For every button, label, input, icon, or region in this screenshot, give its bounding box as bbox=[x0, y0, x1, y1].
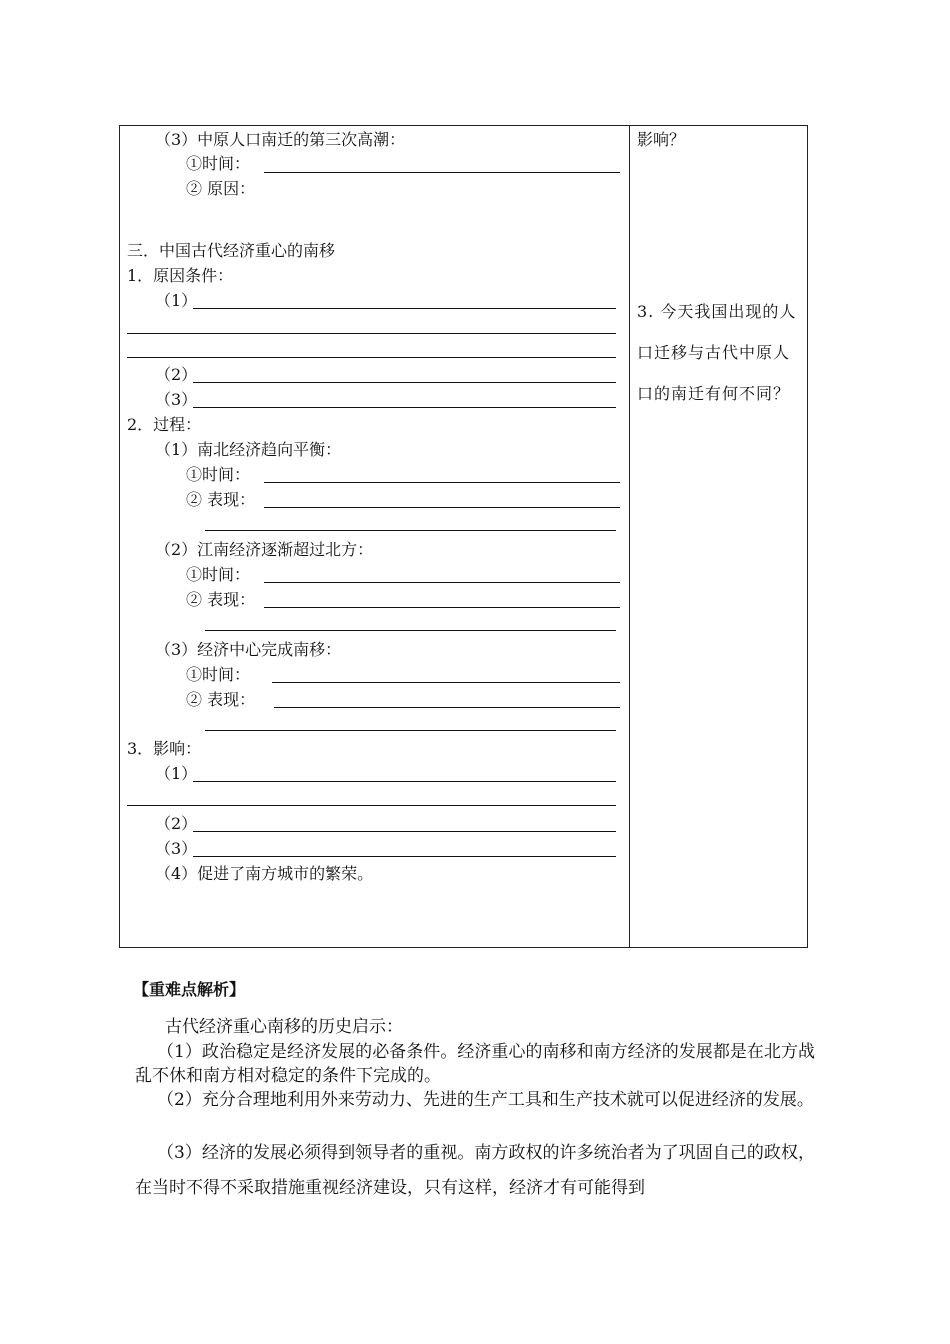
process-p2-time-blank[interactable] bbox=[264, 582, 620, 583]
wave3-heading: （3）中原人口南迁的第三次高潮： bbox=[155, 130, 406, 149]
section3-heading: 三．中国古代经济重心的南移 bbox=[127, 241, 336, 260]
process-p2-time-label: ①时间： bbox=[186, 565, 251, 584]
impact-heading: 3．影响： bbox=[127, 739, 202, 758]
cond-blank-2[interactable] bbox=[193, 382, 616, 383]
cond-blank-1b[interactable] bbox=[127, 333, 616, 334]
process-p2-show-blank-b[interactable] bbox=[205, 630, 616, 631]
cond-heading: 1．原因条件： bbox=[127, 266, 234, 285]
impact-blank-1b[interactable] bbox=[127, 805, 616, 806]
cond-blank-1a[interactable] bbox=[193, 308, 616, 309]
column-divider bbox=[629, 125, 630, 948]
process-p1-time-label: ①时间： bbox=[186, 465, 251, 484]
analysis-p2: （2）充分合理地利用外来劳动力、先进的生产工具和生产技术就可以促进经济的发展。 bbox=[157, 1090, 814, 1110]
cond-blank-3[interactable] bbox=[193, 407, 616, 408]
analysis-title: 【重难点解析】 bbox=[133, 980, 246, 999]
wave3-cause-label: ② 原因： bbox=[186, 179, 256, 198]
cond-item-1: （1） bbox=[155, 291, 198, 310]
wave3-time-blank[interactable] bbox=[264, 172, 620, 173]
process-p1-show-label: ② 表现： bbox=[186, 490, 256, 509]
process-p2-show-label: ② 表现： bbox=[186, 590, 256, 609]
process-p2-show-blank-a[interactable] bbox=[264, 607, 620, 608]
cond-item-2: （2） bbox=[155, 365, 198, 384]
impact-item-2: （2） bbox=[155, 814, 198, 833]
analysis-p1: （1）政治稳定是经济发展的必备条件。经济重心的南移和南方经济的发展都是在北方战乱不休和南方相对稳定的条件下完成的。 bbox=[135, 1042, 815, 1086]
cond-blank-1c[interactable] bbox=[127, 357, 616, 358]
process-p3-time-blank[interactable] bbox=[272, 682, 620, 683]
impact-blank-2[interactable] bbox=[193, 831, 616, 832]
analysis-intro: 古代经济重心南移的历史启示： bbox=[165, 1017, 403, 1037]
question-3: 3. 今天我国出现的人口迁移与古代中原人口的南迁有何不同？ bbox=[637, 302, 797, 403]
impact-blank-1a[interactable] bbox=[193, 781, 616, 782]
process-p1-show-blank-b[interactable] bbox=[205, 530, 616, 531]
process-p1-show-blank-a[interactable] bbox=[264, 507, 620, 508]
process-p3-show-blank-a[interactable] bbox=[274, 707, 620, 708]
right-top-text: 影响？ bbox=[637, 130, 686, 149]
cond-item-3: （3） bbox=[155, 390, 198, 409]
process-p3-show-blank-b[interactable] bbox=[205, 730, 616, 731]
process-p1-time-blank[interactable] bbox=[264, 482, 620, 483]
impact-item-3: （3） bbox=[155, 839, 198, 858]
process-p1-heading: （1）南北经济趋向平衡： bbox=[155, 440, 342, 459]
impact-item-4: （4）促进了南方城市的繁荣。 bbox=[155, 864, 374, 883]
process-heading: 2．过程： bbox=[127, 415, 202, 434]
process-p3-show-label: ② 表现： bbox=[186, 690, 256, 709]
impact-item-1: （1） bbox=[155, 764, 198, 783]
process-p2-heading: （2）江南经济逐渐超过北方： bbox=[155, 540, 374, 559]
process-p3-heading: （3）经济中心完成南移： bbox=[155, 640, 342, 659]
analysis-p3: （3）经济的发展必须得到领导者的重视。南方政权的许多统治者为了巩固自己的政权，在当时不得不采取措施重视经济建设，只有这样，经济才有可能得到 bbox=[135, 1143, 815, 1198]
impact-blank-3[interactable] bbox=[193, 856, 616, 857]
process-p3-time-label: ①时间： bbox=[186, 665, 251, 684]
wave3-time-label: ①时间： bbox=[186, 154, 251, 173]
